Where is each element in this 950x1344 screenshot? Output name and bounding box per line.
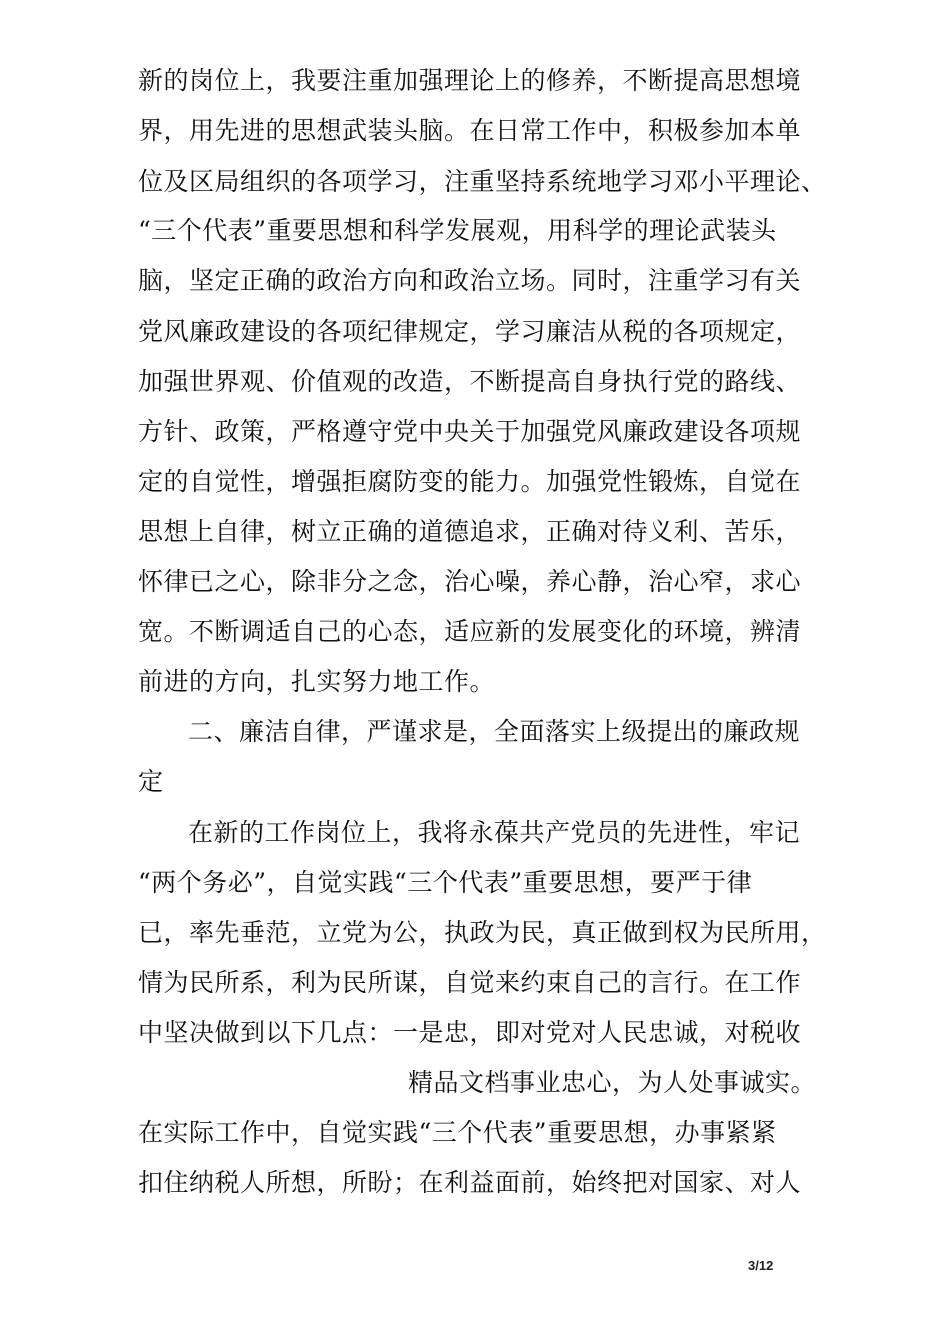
- text-line: 党风廉政建设的各项纪律规定，学习廉洁从税的各项规定，: [138, 317, 802, 346]
- text-line: 定的自觉性，增强拒腐防变的能力。加强党性锻炼，自觉在: [138, 467, 802, 496]
- text-line: 已，率先垂范，立党为公，执政为民，真正做到权为民所用，: [138, 918, 827, 947]
- text-line: 界，用先进的思想武装头脑。在日常工作中，积极参加本单: [138, 116, 802, 145]
- text-line: 扣住纳税人所想，所盼；在利益面前，始终把对国家、对人: [138, 1168, 802, 1197]
- section-heading: 二、廉洁自律，严谨求是，全面落实上级提出的廉政规: [188, 717, 801, 746]
- text-line: “两个务必”，自觉实践“三个代表”重要思想，要严于律: [138, 868, 753, 897]
- text-line: 在新的工作岗位上，我将永葆共产党员的先进性，牢记: [188, 818, 801, 847]
- text-line: 精品文档事业忠心，为人处事诚实。: [408, 1068, 817, 1097]
- text-line: 前进的方向，扎实努力地工作。: [138, 667, 496, 696]
- section-heading-continued: 定: [138, 767, 164, 796]
- page-number: 3/12: [748, 1258, 774, 1273]
- text-line: 脑，坚定正确的政治方向和政治立场。同时，注重学习有关: [138, 266, 802, 295]
- text-line: 宽。不断调适自己的心态，适应新的发展变化的环境，辨清: [138, 617, 802, 646]
- text-line: 思想上自律，树立正确的道德追求，正确对待义利、苦乐，: [138, 517, 802, 546]
- text-line: 怀律已之心，除非分之念，治心噪，养心静，治心窄，求心: [138, 567, 802, 596]
- text-line: 情为民所系，利为民所谋，自觉来约束自己的言行。在工作: [138, 968, 802, 997]
- text-line: 在实际工作中，自觉实践“三个代表”重要思想，办事紧紧: [138, 1118, 777, 1147]
- text-line: “三个代表”重要思想和科学发展观，用科学的理论武装头: [138, 216, 777, 245]
- text-line: 方针、政策，严格遵守党中央关于加强党风廉政建设各项规: [138, 417, 802, 446]
- text-line: 加强世界观、价值观的改造，不断提高自身执行党的路线、: [138, 367, 802, 396]
- text-line: 位及区局组织的各项学习，注重坚持系统地学习邓小平理论、: [138, 167, 827, 196]
- text-line: 新的岗位上，我要注重加强理论上的修养，不断提高思想境: [138, 66, 802, 95]
- text-line: 中坚决做到以下几点：一是忠，即对党对人民忠诚，对税收: [138, 1018, 802, 1047]
